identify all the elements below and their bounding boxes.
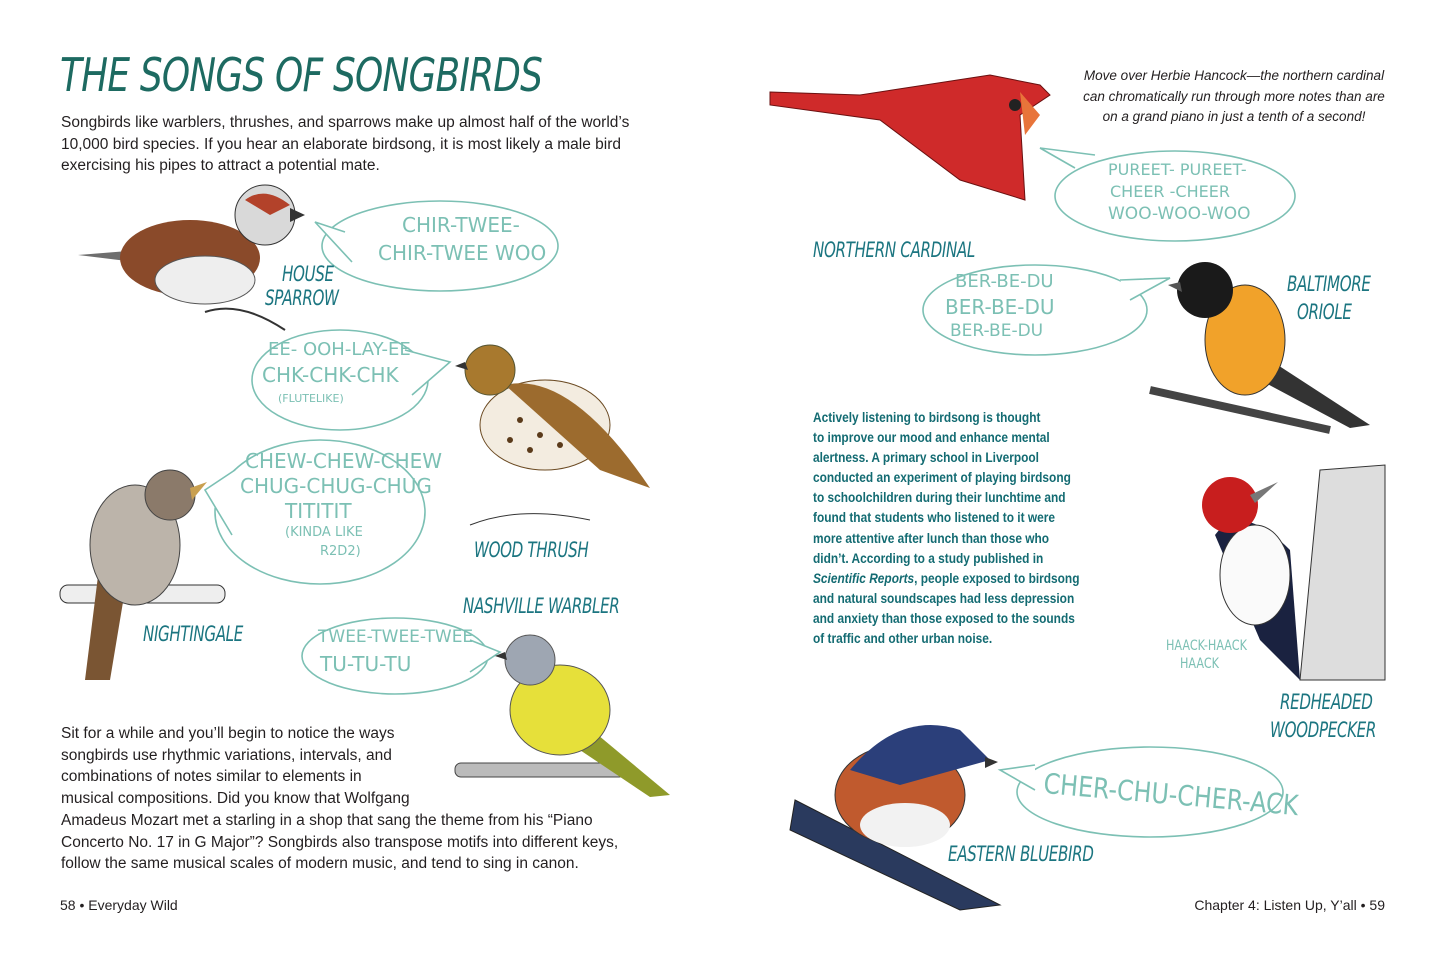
sidebar-line: didn’t. According to a study published in bbox=[813, 549, 1044, 566]
song-nightingale-2: CHUG-CHUG-CHUG bbox=[240, 474, 432, 498]
song-warbler-2: TU-TU-TU bbox=[320, 652, 412, 676]
song-nightingale-5: R2D2) bbox=[320, 544, 361, 559]
eastern-bluebird-illustration bbox=[790, 725, 1000, 910]
outro-line: Amadeus Mozart met a starling in a shop that sang the theme from his “Piano bbox=[61, 811, 593, 829]
outro-line: Sit for a while and you’ll begin to notice the ways bbox=[61, 725, 395, 742]
sidebar-line bbox=[813, 568, 1119, 588]
page-title: THE SONGS OF SONGBIRDS bbox=[60, 48, 543, 102]
sidebar-line: Actively listening to birdsong is thought bbox=[813, 409, 1041, 425]
sidebar-line: of traffic and other urban noise. bbox=[813, 630, 993, 647]
nightingale-illustration bbox=[60, 470, 225, 680]
song-cardinal-1: PUREET- PUREET- bbox=[1108, 160, 1247, 179]
cardinal-quote: Move over Herbie Hancock—the northern cardinal can chromatically run through more notes than are on a grand piano in just a tenth of a second! bbox=[1083, 68, 1385, 124]
sidebar-line: found that students who listened to it were bbox=[813, 509, 1055, 526]
label-nightingale: NIGHTINGALE bbox=[143, 622, 243, 646]
outro-line: Concerto No. 17 in G Major”? Songbirds also transpose motifs into different keys, bbox=[61, 833, 619, 851]
song-thrush-3: (FLUTELIKE) bbox=[278, 392, 344, 405]
song-nightingale-4: (KINDA LIKE bbox=[285, 525, 363, 540]
sidebar-line: more attentive after lunch than those who bbox=[813, 529, 1050, 546]
label-house-sparrow-2: SPARROW bbox=[265, 286, 339, 310]
label-woodpecker-2: WOODPECKER bbox=[1270, 718, 1377, 742]
journal-title: Scientific Reports bbox=[813, 569, 915, 586]
label-northern-cardinal: NORTHERN CARDINAL bbox=[813, 238, 975, 262]
song-cardinal-2: CHEER -CHEER bbox=[1110, 182, 1230, 201]
left-page-footer: 58 • Everyday Wild bbox=[60, 897, 178, 913]
song-thrush-1: EE- OOH-LAY-EE bbox=[268, 339, 411, 360]
outro-line: combinations of notes similar to elements in bbox=[61, 768, 362, 786]
outro-line: songbirds use rhythmic variations, intervals, and bbox=[61, 746, 392, 764]
northern-cardinal-illustration bbox=[770, 75, 1050, 200]
sidebar-line: and anxiety than those exposed to the sounds bbox=[813, 609, 1075, 626]
sidebar-line: alertness. A primary school in Liverpool bbox=[813, 449, 1039, 466]
outro-paragraph bbox=[61, 723, 631, 875]
label-wood-thrush: WOOD THRUSH bbox=[474, 538, 589, 562]
birdsong-sidebar bbox=[813, 407, 1119, 648]
label-baltimore-oriole-2: ORIOLE bbox=[1297, 300, 1352, 324]
intro-paragraph: Songbirds like warblers, thrushes, and sparrows make up almost half of the world’s 10,000 bird species. If you hear an elaborate birdsong, it is most likely a male bird exercising his pipes to attract a potential mate. bbox=[61, 114, 630, 175]
song-sparrow-1: CHIR-TWEE- bbox=[402, 213, 520, 237]
song-nightingale-1: CHEW-CHEW-CHEW bbox=[245, 449, 443, 473]
song-nightingale-3: TITITIT bbox=[285, 499, 352, 523]
label-woodpecker-1: REDHEADED bbox=[1280, 690, 1373, 714]
song-woodpecker-2: HAACK bbox=[1180, 656, 1220, 672]
song-oriole-2: BER-BE-DU bbox=[945, 295, 1055, 319]
song-sparrow-2: CHIR-TWEE WOO bbox=[378, 241, 547, 265]
song-oriole-3: BER-BE-DU bbox=[950, 321, 1044, 341]
outro-line: follow the same musical scales of modern music, and tend to sing in canon. bbox=[61, 855, 579, 873]
song-warbler-1: TWEE-TWEE-TWEE bbox=[318, 627, 474, 647]
right-page-footer: Chapter 4: Listen Up, Y’all • 59 bbox=[1194, 897, 1385, 913]
label-baltimore-oriole-1: BALTIMORE bbox=[1287, 272, 1371, 296]
song-bluebird: CHER-CHU-CHER-ACK bbox=[1042, 767, 1300, 823]
song-oriole-1: BER-BE-DU bbox=[955, 271, 1054, 292]
song-cardinal-3: WOO-WOO-WOO bbox=[1108, 204, 1251, 224]
sidebar-line: conducted an experiment of playing birdsong bbox=[813, 469, 1071, 486]
sidebar-line: to improve our mood and enhance mental bbox=[813, 429, 1050, 446]
label-house-sparrow-1: HOUSE bbox=[282, 262, 334, 286]
sidebar-line: and natural soundscapes had less depression bbox=[813, 589, 1075, 606]
sidebar-line: to schoolchildren during their lunchtime and bbox=[813, 489, 1066, 506]
label-nashville-warbler: NASHVILLE WARBLER bbox=[463, 594, 620, 618]
song-thrush-2: CHK-CHK-CHK bbox=[262, 363, 399, 387]
outro-line: musical compositions. Did you know that Wolfgang bbox=[61, 790, 410, 808]
wood-thrush-illustration bbox=[455, 345, 650, 525]
label-eastern-bluebird: EASTERN BLUEBIRD bbox=[948, 842, 1094, 866]
song-woodpecker-1: HAACK-HAACK bbox=[1166, 638, 1247, 654]
sidebar-text: , people exposed to birdsong bbox=[914, 569, 1080, 586]
